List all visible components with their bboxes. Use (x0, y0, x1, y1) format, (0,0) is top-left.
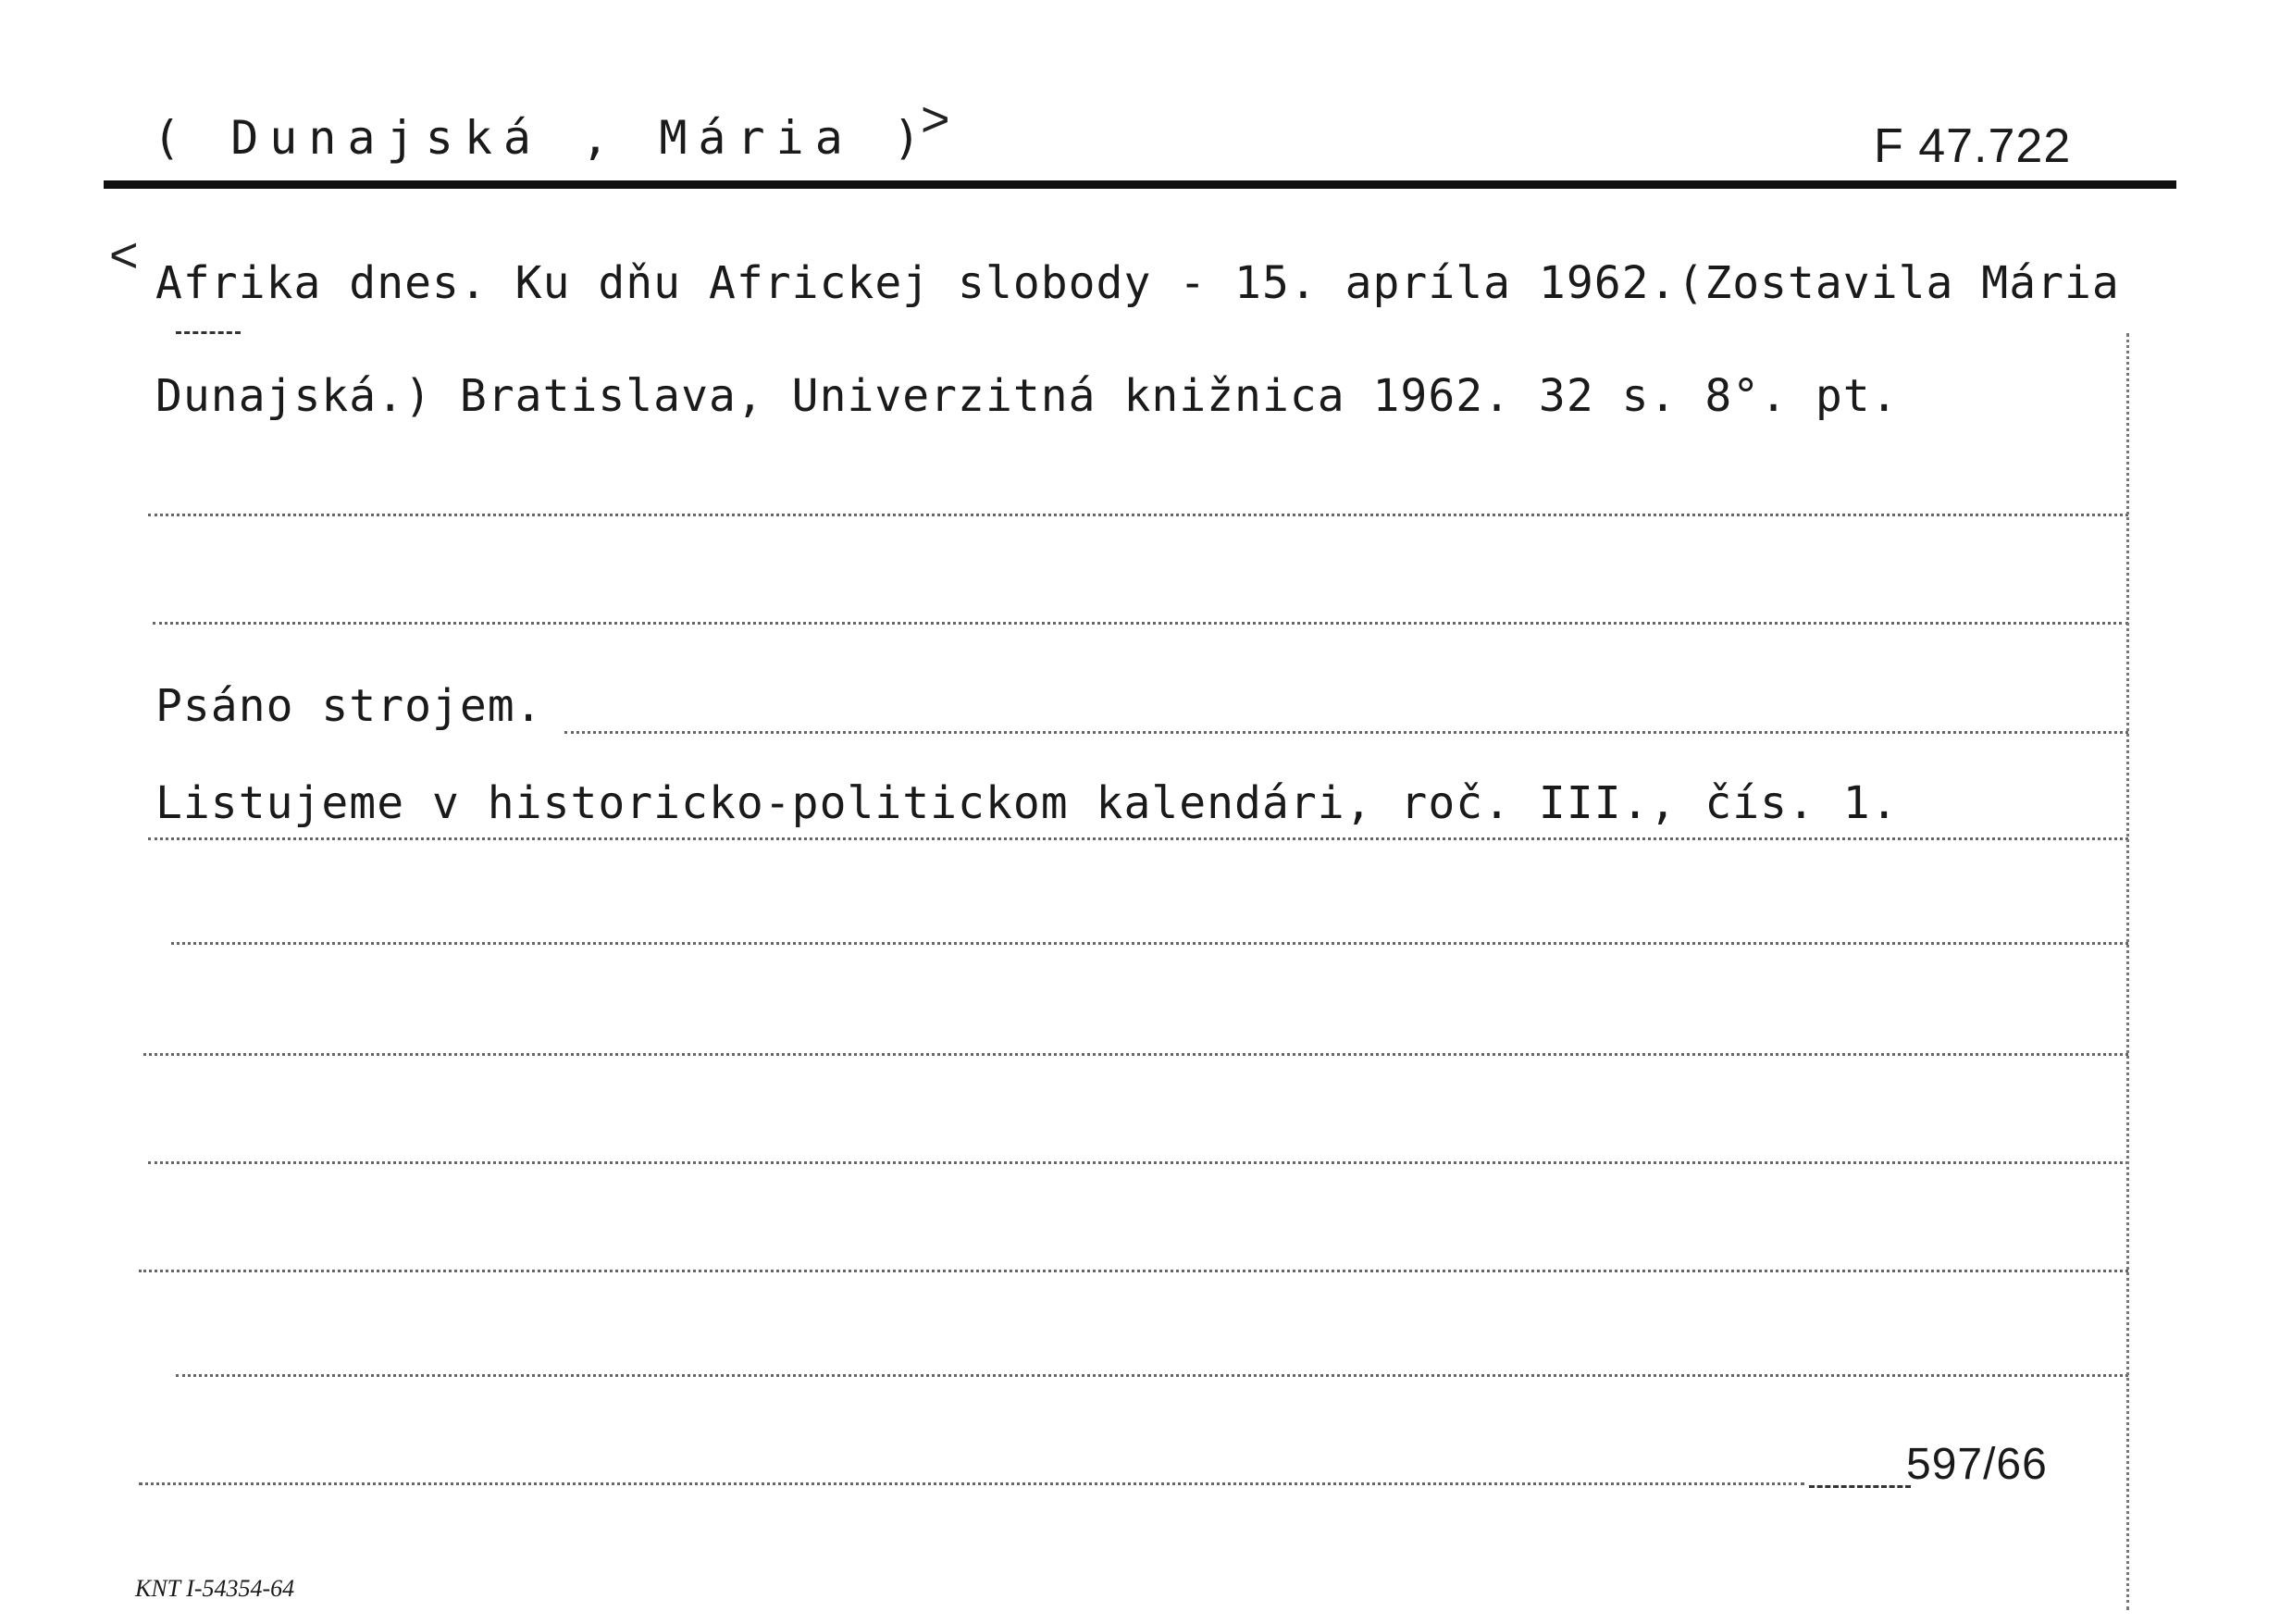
dotted-rule (564, 731, 2128, 734)
typed-note: Psáno strojem. (155, 680, 543, 732)
dotted-rule (148, 837, 2128, 840)
right-margin-dots (2126, 333, 2129, 1610)
dotted-rule (153, 622, 2128, 625)
heading-rule (104, 180, 2176, 189)
title-underline (176, 331, 241, 334)
angle-mark-start: < (109, 228, 139, 283)
dotted-rule (148, 1161, 2128, 1164)
series-note: Listujeme v historicko-politickom kalendári, roč. III., čís. 1. (155, 777, 1899, 829)
author-heading: ( Dunajská , Mária ) (153, 111, 933, 165)
angle-mark-heading: > (921, 92, 950, 147)
accession-underline (1809, 1485, 1911, 1488)
dotted-rule (143, 1053, 2128, 1056)
dotted-rule (171, 942, 2128, 945)
dotted-rule (148, 514, 2128, 516)
shelf-signature: F 47.722 (1874, 119, 2072, 173)
title-line-2: Dunajská.) Bratislava, Univerzitná knižnica 1962. 32 s. 8°. pt. (155, 370, 1899, 422)
title-line-1: Afrika dnes. Ku dňu Africkej slobody - 15. apríla 1962.(Zostavila Mária (155, 257, 2120, 309)
dotted-rule (139, 1482, 1804, 1485)
footer-code: KNT I-54354-64 (135, 1575, 295, 1602)
dotted-rule (139, 1270, 2128, 1272)
accession-number: 597/66 (1906, 1440, 2048, 1489)
dotted-rule (176, 1374, 2128, 1377)
